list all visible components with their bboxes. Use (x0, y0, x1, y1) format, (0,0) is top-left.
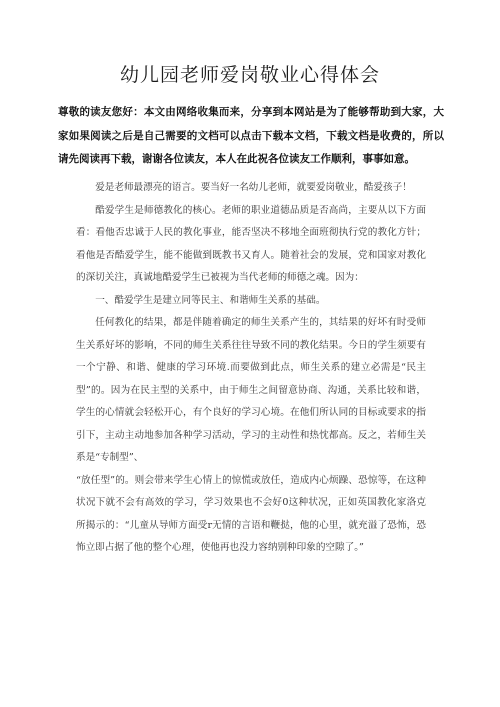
document-title: 幼儿园老师爱岗敬业心得体会 (119, 64, 380, 86)
reader-notice: 尊敬的读友您好：本文由网络收集而来，分享到本网站是为了能够帮助到大家，大家如果阅读之后是自己需要的文档可以点击下载本文档，下载文档是收费的，所以请先阅读再下载，谢谢各位读友，本人在此祝各位读友工作顺利，事事如意。 (58, 106, 444, 165)
paragraph: 酷爱学生是师德教化的核心。老师的职业道德品质是否高尚，主要从以下方面看：看他否忠诚于人民的教化事业，能否坚决不移地全面班彻执行党的教化方针；看他是否酷爱学生，能不能做到既教书又育人。随着社会的发展，党和国家对教化的深切关注，真诚地酷爱学生已被视为当代老师的师德之魂。因为： (76, 204, 426, 283)
paragraph: 爱是老师最漂亮的语言。要当好一名幼儿老师，就要爱岗敬业，酷爱孩子！ (95, 182, 412, 193)
section-heading: 一、酷爱学生是建立同等民主、和谐师生关系的基础。 (95, 294, 326, 306)
paragraph: “放任型”的。则会带来学生心情上的惊慌或放任，造成内心烦躁、恐惊等，在这种状况下就不会有高效的学习，学习效果也不会好0这种状况，正如英国教化家洛克所揭示的：“儿童从导师方面受r无情的言语和鞭挞，他的心里，就充溢了恐怖，恐怖立即占据了他的整个心理，使他再也没力容纳别种印象的空隙了。” (76, 474, 426, 553)
paragraph: 任何教化的结果，都是伴随着确定的师生关系产生的，其结果的好坏有时受师生关系好坏的影响，不同的师生关系往往导致不同的教化结果。今日的学生须要有一个宁静、和谐、健康的学习环境.而要做到此点，师生关系的建立必需是“民主型”的。因为在民主型的关系中，由于师生之间留意协商、沟通，关系比较和谐，学生的心情就会轻松开心，有个良好的学习心境。在他们所认同的目标或要求的指引下，主动主动地参加各种学习活动，学习的主动性和热忱都高。反之，若师生关系是“专制型”、 (76, 317, 426, 463)
document-body (76, 177, 426, 560)
